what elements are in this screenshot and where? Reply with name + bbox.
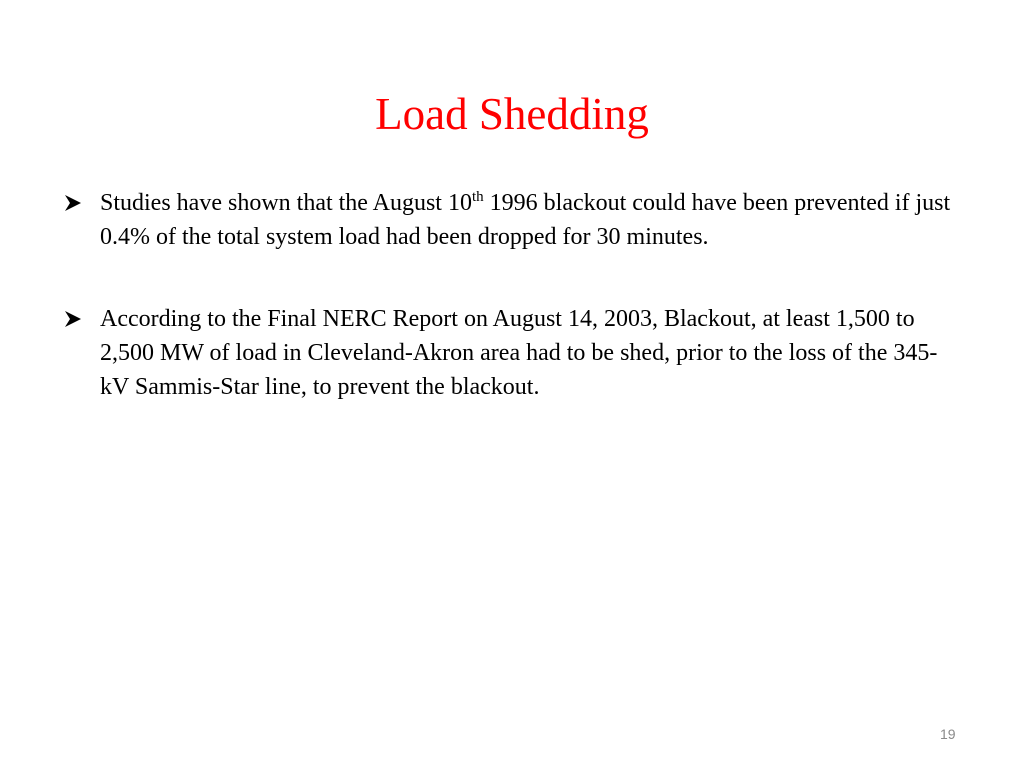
bullet-text-superscript: th [471, 189, 484, 205]
page-number: 19 [940, 726, 956, 742]
arrowhead-bullet-icon [64, 310, 82, 328]
bullet-list [62, 186, 962, 404]
arrowhead-bullet-icon [64, 194, 82, 212]
bullet-text: According to the Final NERC Report on August 14, 2003, Blackout, at least 1,500 to 2,500 MW of load in Cleveland-Akron area had to be shed, prior to the loss of the 345-kV Sammis-Star line, to prevent the blackout. [100, 306, 938, 400]
bullet-text-part-1: Studies have shown that the August 10 [100, 190, 472, 216]
slide-title: Load Shedding [375, 89, 649, 139]
bullet-item [62, 302, 962, 404]
bullet-text-part-2: 1996 blackout could have been prevented if just 0.4% of the total system load had been dropped for 30 minutes. [100, 190, 951, 250]
bullet-item [62, 186, 962, 254]
